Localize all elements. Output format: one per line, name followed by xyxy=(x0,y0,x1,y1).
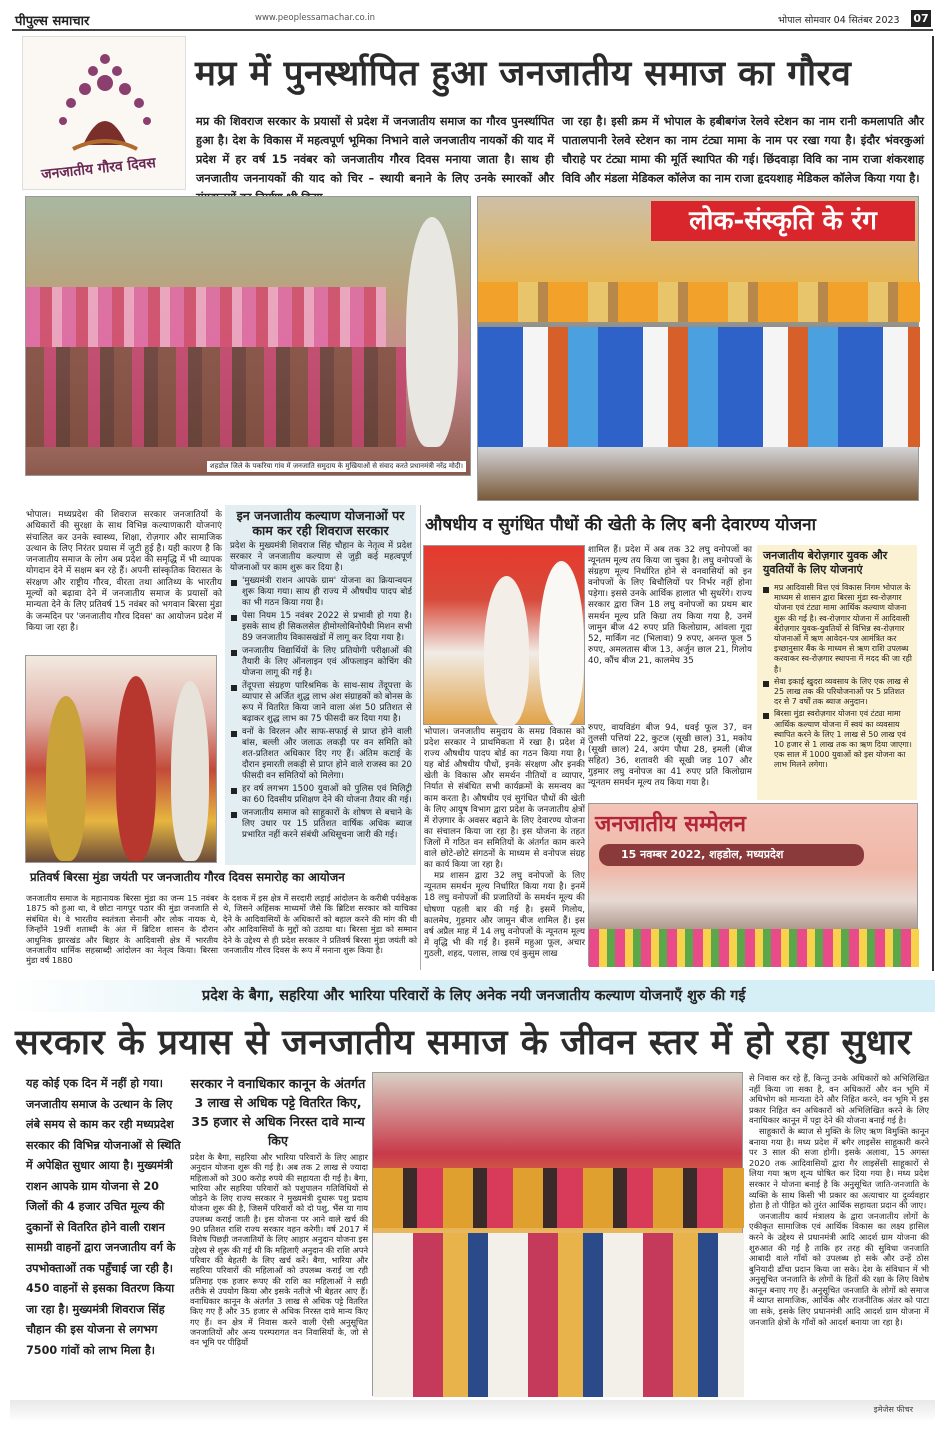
figure xyxy=(539,561,584,726)
column-divider xyxy=(420,505,421,970)
youth-item: सेवा इकाई खुदरा व्यवसाय के लिए एक लाख से 25 लाख तक की परियोजनाओं पर 5 प्रतिशत दर से 7 वर्षों तक ब्याज अनुदान। xyxy=(762,677,912,708)
youth-schemes-box xyxy=(757,545,917,800)
scheme-item: जनजातीय समाज को साहूकारों के शोषण से बचाने के लिए उधार पर 15 प्रतिशत वार्षिक अधिक ब्याज प्रभारित नहीं करने संबंधी अधिसूचना जारी की गई। xyxy=(230,808,412,841)
lead-text: यह कोई एक दिन में नहीं हो गया। जनजातीय समाज के उत्थान के लिए लंबे समय से काम कर रही मध्यप्रदेश सरकार की विभिन्न योजनाओं से स्थिति में अपेक्षित सुधार आया है। मुख्यमंत्री राशन आपके ग्राम योजना से 20 जिलों की 4 हजार उचित मूल्य की दुकानों से वितरित होने वाली राशन सामग्री वाहनों द्वारा जनजातीय वर्ग के उपभोक्ताओं तक पहुँचाई जा रही है। 450 वाहनों से इसका वितरण किया जा रहा है। मुख्यमंत्री शिवराज सिंह चौहान की इस योजना से लगभग 7500 गांवों को लाभ मिला है। xyxy=(26,1077,181,1357)
sammelan-banner: जनजातीय सम्मेलन xyxy=(595,812,746,837)
sub-headline: सरकार ने वनाधिकार कानून के अंतर्गत 3 लाख से अधिक पट्टे वितरित किए, 35 हजार से अधिक निरस्त दावे मान्य किए xyxy=(190,1076,366,1148)
audience xyxy=(26,347,406,447)
devaranya-col1b: मप्र शासन द्वारा 32 लघु वनोपजों के लिए न्यूनतम समर्थन मूल्य निर्धारित किया गया है। इनमें 18 लघु वनोपजों की प्रजातियों के समर्थन मूल्य की घोषणा पहली बार की गई है। इसमें गिलोय, कालमेघ, गुड़मार और जामुन बीज शामिल हैं। इस वर्ष अप्रैल माह में 14 लघु वनोपजों के न्यूनतम मूल्य में वृद्धि भी की गई है। इसमें महुआ फूल, अचार गुठली, शहद, पलास, लाख एवं कुसुम लाख xyxy=(424,871,585,959)
figure xyxy=(46,696,86,861)
scheme-item: हर वर्ष लगभग 1500 युवाओं को पुलिस एवं मिलिट्री का 60 दिवसीय प्रशिक्षण देने की योजना तैयार की गई। xyxy=(230,784,412,806)
dancers xyxy=(478,327,920,447)
photo-caption: शहडोल जिले के पकरिया गांव में जनजाति समुदाय के मुखियाओं से संवाद करते प्रधानमंत्री नरेंद्र मोदी। xyxy=(207,461,466,472)
sammelan-photo xyxy=(588,803,918,966)
figure xyxy=(116,676,156,861)
scheme-item: 'मुख्यमंत्री राशन आपके ग्राम' योजना का क्रियान्वयन शुरू किया गया। साथ ही राज्य में औषधीय पादप बोर्ड का भी गठन किया गया है। xyxy=(230,576,412,609)
scheme-item: वनों के विरलन और साफ-सफाई से प्राप्त होने वाली बांस, बल्ली और जलाऊ लकड़ी पर वन समिति को शत-प्रतिशत अधिकार दिए गए हैं। अंतिम कटाई के दौरान इमारती लकड़ी से प्राप्त होने वाले राजस्व का 20 फीसदी वन समितियों को मिलेगा। xyxy=(230,727,412,782)
birsa-col2: के दशक में इस क्षेत्र में सरदारी लड़ाई आंदोलन के करीबी पर्यवेक्षक थे, जिसने अहिंसक माध्यमों जैसे कि ब्रिटिश सरकार को याचिका देने के आदिवासियों के अधिकारों को बहाल करने की मांग की थी और आदिवासियों के मुद्दों को उठाया था। बिरसा मुंडा को सम्मान देने के उद्देश्य से ही प्रदेश सरकार ने प्रतिवर्ष बिरसा मुंडा जयंती को जनजातीय गौरव दिवस के रूप में मनाना शुरू किया है। xyxy=(223,893,417,956)
strap-text: प्रदेश के बैगा, सहरिया और भारिया परिवारों के लिए अनेक नयी जनजातीय कल्याण योजनाएँ शुरु की गई xyxy=(202,988,746,1004)
second-col3a: से निवास कर रहे हैं, किन्तु उनके अधिकारों को अभिलिखित नहीं किया जा सका है, वन अधिकारों और वन भूमि में अधिभोग को मान्यता देने और निहित करने, वन भूमि में इस प्रकार निहित वन अधिकारों को अभिलिखित करने के लिए वनाधिकार कानून में पट्टा देने की योजना बनाई गई है। xyxy=(749,1073,929,1126)
scheme-item: जनजातीय विद्यार्थियों के लिए प्रतियोगी परीक्षाओं की तैयारी के लिए ऑनलाइन एवं ऑफलाइन कोचिंग की योजना लागू की गई है। xyxy=(230,646,412,679)
pm-interaction-photo xyxy=(25,196,471,476)
pm-photo xyxy=(423,545,585,725)
women-dancers-photo xyxy=(25,655,217,863)
speaker-figure xyxy=(406,217,458,447)
schemes-headline: इन जनजातीय कल्याण योजनाओं पर काम कर रही शिवराज सरकार xyxy=(236,508,405,538)
crowd-turbans xyxy=(373,1168,744,1228)
ceremony-photo xyxy=(372,1072,743,1396)
schemes-box xyxy=(225,505,416,865)
dateline: भोपाल सोमवार 04 सितंबर 2023 xyxy=(778,15,900,26)
folk-culture-photo xyxy=(477,196,919,501)
intro-left: मप्र की शिवराज सरकार के प्रयासों से प्रदेश में जनजातीय समाज का गौरव पुनर्स्थापित हुआ है। देश के विकास में महत्वपूर्ण भूमिका निभाने वाले जनजातीय नायकों की याद में प्रदेश में हर वर्ष 15 नवंबर को जनजातीय गौरव दिवस मनाया जाता है। साथ ही जनजातीय जननायकों की याद को चिर – स्थायी बनाने के लिए उनके स्मारकों और xyxy=(196,115,554,185)
birsa-col1: जनजातीय समाज के महानायक बिरसा मुंडा का जन्म 15 नवंबर 1875 को हुआ था, वे छोटा नागपुर पठार की मुंडा जनजाति से संबंधित थे। वे भारतीय स्वतंत्रता सेनानी और लोक नायक थे, जिन्होंने 19वीं शताब्दी के अंत में ब्रिटिश शासन के दौरान आधुनिक झारखंड और बिहार के आदिवासी क्षेत्र में भारतीय जनजातीय धार्मिक सहस्राब्दी आंदोलन का नेतृत्व किया। बिरसा मुंडा वर्ष 1880 xyxy=(26,893,218,966)
logo-text: जनजातीय गौरव दिवस xyxy=(40,155,157,183)
byline: इमेजेस फीचर xyxy=(873,1405,913,1414)
second-headline: सरकार के प्रयास से जनजातीय समाज के जीवन स्तर में हो रहा सुधार xyxy=(15,1023,912,1063)
birsa-headline: प्रतिवर्ष बिरसा मुंडा जयंती पर जनजातीय गौरव दिवस समारोह का आयोजन xyxy=(30,870,345,884)
sammelan-date: 15 नवम्बर 2022, शहडोल, मध्यप्रदेश xyxy=(599,844,864,866)
turbans xyxy=(478,282,920,322)
second-col2: प्रदेश के बैगा, सहरिया और भारिया परिवारों के लिए आहार अनुदान योजना शुरू की गई है। अब तक 2 लाख से ज्यादा महिलाओं को 300 करोड़ रुपये की सहायता दी गई है। बैगा, भारिया और सहरिया परिवारों को पशुपालन गतिविधियों से जोड़ने के लिए राज्य सरकार ने मुख्यमंत्री दुधारू पशु प्रदाय योजना शुरू की है, जिसमें परिवारों को दो पशु, भैंस या गाय उपलब्ध कराई जाती है। इस योजना पर आने वाले खर्च की 90 प्रतिशत राशि राज्य सरकार वहन करेगी। वर्ष 2017 में विशेष पिछड़ी जनजातियों के लिए आहार अनुदान योजना इस उद्देश्य से शुरू की गई थी कि महिलाएँ अनुदान की राशि अपने परिवार की बेहतरी के लिए खर्च करें। बैगा, भारिया और सहरिया परिवारों की महिलाओं को उपलब्ध कराई जा रही प्रतिमाह एक हजार रूपए की राशि का महिलाओं ने सही तरीके से उपयोग किया और इसके नतीजे भी बेहतर आए हैं। वनाधिकार कानून के अंतर्गत 3 लाख से अधिक पट्टे वितरित किए गए हैं और 35 हजार से अधिक निरस्त दावे मान्य किए गए हैं। वन क्षेत्र में निवास करने वाली ऐसी अनुसूचित जनजातियों और अन्य परम्परागत वन निवासियों के, जो से वन भूमि पर पीढ़ियों xyxy=(190,1152,368,1348)
scheme-item: पेसा नियम 15 नवंबर 2022 से प्रभावी हो गया है। इसके साथ ही सिकलसेल हीमोग्लोबिनोपैथी मिशन सभी 89 जनजातीय विकासखंडों में लागू कर दिया गया है। xyxy=(230,611,412,644)
culture-label: लोक-संस्कृति के रंग xyxy=(651,201,915,241)
intro-right: जा रहा है। इसी क्रम में भोपाल के हबीबगंज रेलवे स्टेशन का नाम रानी कमलापति और पातालपानी रेलवे स्टेशन का नाम टंट्या मामा के नाम पर रखा गया है। इंदौर भंवरकुआं चौराहे पर टंट्या मामा की मूर्ति स्थापित की गई। छिंदवाड़ा विवि का नाम राजा शंकरशाह विवि और मंडला मेडिकल कॉलेज का नाम राजा हृदयशाह मेडिकल कॉलेज किया गया है। xyxy=(562,115,924,185)
audience-turbans xyxy=(26,287,386,347)
schemes-intro: प्रदेश के मुख्यमंत्री शिवराज सिंह चौहान के नेतृत्व में प्रदेश सरकार ने जनजातीय कल्याण से जुड़ी कई महत्वपूर्ण योजनाओं पर काम शुरू कर दिया है। xyxy=(230,541,412,573)
youth-item: बिरसा मुंडा स्वरोज़गार योजना एवं टंट्या मामा आर्थिक कल्याण योजना में स्वयं का व्यवसाय स्थापित करने के लिए 1 लाख से 50 लाख एवं 10 हजार से 1 लाख तक का ऋण दिया जाएगा। एक साल में 1000 युवाओं को इस योजना का लाभ मिलने लगेगा। xyxy=(762,709,912,770)
main-headline: मप्र में पुनर्स्थापित हुआ जनजातीय समाज का गौरव xyxy=(195,54,852,94)
devaranya-headline: औषधीय व सुगंधित पौधों की खेती के लिए बनी देवारण्य योजना xyxy=(425,515,816,535)
strap-band xyxy=(10,980,935,1012)
second-col3c: जनजातीय कार्य मंत्रालय के द्वारा जनजातीय लोगों के एकीकृत सामाजिक एवं आर्थिक विकास का लक्ष्य हासिल करने के उद्देश्य से प्रधानमंत्री आदि आदर्श ग्राम योजना की शुरुआत की गई है ताकि हर तरह की सुविधा जनजाति आबादी वाले गाँवों को उपलब्ध हो सके और उन्हें ठोस बुनियादी ढाँचा प्रदान किया जा सके। देश के संविधान में भी अनुसूचित जनजाति के लोगों के हितों की रक्षा के लिए विशेष कानून बनाए गए हैं। अनुसूचित जनजाति के लोगों को समाज में व्याप्त सामाजिक, आर्थिक और राजनीतिक अंतर को पाटा जा सके, इसके लिए प्रधानमंत्री आदि आदर्श ग्राम योजना में जनजाति क्षेत्रों के गाँवों को आदर्श बनाया जा रहा है। xyxy=(749,1210,929,1327)
devaranya-col1: भोपाल। जनजातीय समुदाय के समग्र विकास को प्रदेश सरकार ने प्राथमिकता में रखा है। प्रदेश में राज्य औषधीय पादप बोर्ड का गठन किया गया है। यह बोर्ड औषधीय पौधों, इनके संरक्षण और इनकी खेती के विकास और समर्थन नीतियों व व्यापार, निर्यात से संबंधित सभी कार्यक्रमों के समन्वय का काम करता है। औषधीय एवं सुगंधित पौधों की खेती के लिए आयुष विभाग द्वारा प्रदेश के जनजातीय क्षेत्रों में रोज़गार के अवसर बढ़ाने के लिए देवारण्य योजना का संचालन किया जा रहा है। इस योजना के तहत जिलों में गठित वन समितियों के अंतर्गत काम करने वाले छोटे-छोटे संगठनों के माध्यम से वनोपज संग्रह का कार्य किया जा रहा है। xyxy=(424,727,585,871)
header-rule xyxy=(12,29,933,31)
youth-item: मप्र आदिवासी वित्त एवं विकास निगम भोपाल के माध्यम से शासन द्वारा बिरसा मुंडा स्व-रोज़गार योजना एवं टंट्या मामा आर्थिक कल्याण योजना शुरू की गई है। स्व-रोज़गार योजना में आदिवासी बेरोज़गार युवक-युवतियों से विभिन्न स्व-रोज़गार योजनाओं में ऋण आवेदन-पत्र आमंत्रित कर इच्छानुसार बैंक के माध्यम से ऋण राशि उपलब्ध करवाकर स्व-रोज़गार स्थापना में मदद की जा रही है। xyxy=(762,583,912,675)
scheme-item: तेंदूपत्ता संग्रहण पारिश्रमिक के साथ-साथ तेंदूपत्ता के व्यापार से अर्जित शुद्ध लाभ अंश संग्राहकों को बोनस के रूप में वितरित किया जाने वाला अंश 50 प्रतिशत से बढ़ाकर शुद्ध लाभ का 75 फीसदी कर दिया गया है। xyxy=(230,681,412,725)
figure xyxy=(484,576,529,726)
page-number: 07 xyxy=(911,10,931,27)
paper-name: पीपुल्स समाचार xyxy=(15,14,90,29)
crowd xyxy=(373,1233,744,1397)
flowers xyxy=(589,929,919,967)
devaranya-col2: शामिल हैं। प्रदेश में अब तक 32 लघु वनोपजों का न्यूनतम मूल्य तय किया जा चुका है। लघु वनोपजों के संग्रहण मूल्य निर्धारित होने से वनवासियों को इन वनोपजों के लिए बिचौलियों पर निर्भर नहीं होना पड़ेगा। इससे उनके आर्थिक हालात भी सुधरेंगे। राज्य सरकार द्वारा जिन 18 लघु वनोपजों का प्रथम बार समर्थन मूल्य प्रति किग्रा तय किया गया है, उनमें जामुन बीज 42 रुपए प्रति किलोग्राम, आंवला गूदा 52, मार्किंग नट (भिलावा) 9 रुपए, अनन्त फूल 5 रुपए, अमलतास बीज 13, अर्जुन छाल 21, गिलोय 40, कौंच बीज 21, कालमेघ 35 xyxy=(588,545,752,666)
janjatiya-gaurav-logo xyxy=(22,36,186,190)
youth-headline: जनजातीय बेरोज़गार युवक और युवतियों के लिए योजनाएं xyxy=(763,549,888,576)
website-url[interactable]: www.peoplessamachar.co.in xyxy=(255,13,376,23)
second-col3b: साहूकारों के ब्याज से मुक्ति के लिए ऋण विमुक्ति कानून बनाया गया है। मध्य प्रदेश में बगैर लाइसेंस साहूकारी करने पर 3 साल की सजा होगी। इसके अलावा, 15 अगस्त 2020 तक आदिवासियों द्वारा गैर लाइसेंसी साहूकारों से लिया गया ऋण शून्य घोषित कर दिया गया है। मध्य प्रदेश सरकार ने योजना बनाई है कि अनुसूचित जाति-जनजाति के व्यक्ति के साथ किसी भी प्रकार का अत्याचार या दुर्व्यवहार होता है तो पीड़ित को तुरंत आर्थिक सहायता प्रदान की जाए। xyxy=(749,1125,929,1211)
left-column-text: भोपाल। मध्यप्रदेश की शिवराज सरकार जनजातियों के अधिकारों की सुरक्षा के साथ विभिन्न कल्याणकारी योजनाएं संचालित कर उनके स्वास्थ्य, शिक्षा, रोज़गार और सामाजिक उत्थान के लिए निरंतर प्रयास में जुटी हुई है। यही कारण है कि जनजातीय समाज के लोग अब प्रदेश की समृद्धि में भी व्यापक योगदान देने में सक्षम बन रहे हैं। अपनी सांस्कृतिक विरासत के संरक्षण और राष्ट्रीय गौरव, वीरता तथा आतिथ्य के भारतीय मूल्यों को बढ़ावा देने में जनजातीय समाज के प्रयासों को मान्यता देने के लिए प्रतिवर्ष 15 नवंबर को भगवान बिरसा मुंडा के जन्मदिन पर 'जनजातीय गौरव दिवस' का आयोजन प्रदेश में किया जा रहा है। xyxy=(26,510,222,633)
devaranya-col2b: रुपए, वायविडंग बीज 94, धवई फूल 37, वन तुलसी पत्तियां 22, कुटज (सूखी छाल) 31, मकोय (सूखी छाल) 24, अपंग पौधा 28, इमली (बीज सहित) 36, शतावरी की सूखी जड़ 107 और गुड़मार लघु वनोपज का 41 रुपए प्रति किलोग्राम न्यूनतम समर्थन मूल्य तय किया गया है। xyxy=(588,723,752,789)
right-border xyxy=(932,36,934,971)
footer-band xyxy=(10,1400,935,1422)
figure xyxy=(171,681,209,861)
